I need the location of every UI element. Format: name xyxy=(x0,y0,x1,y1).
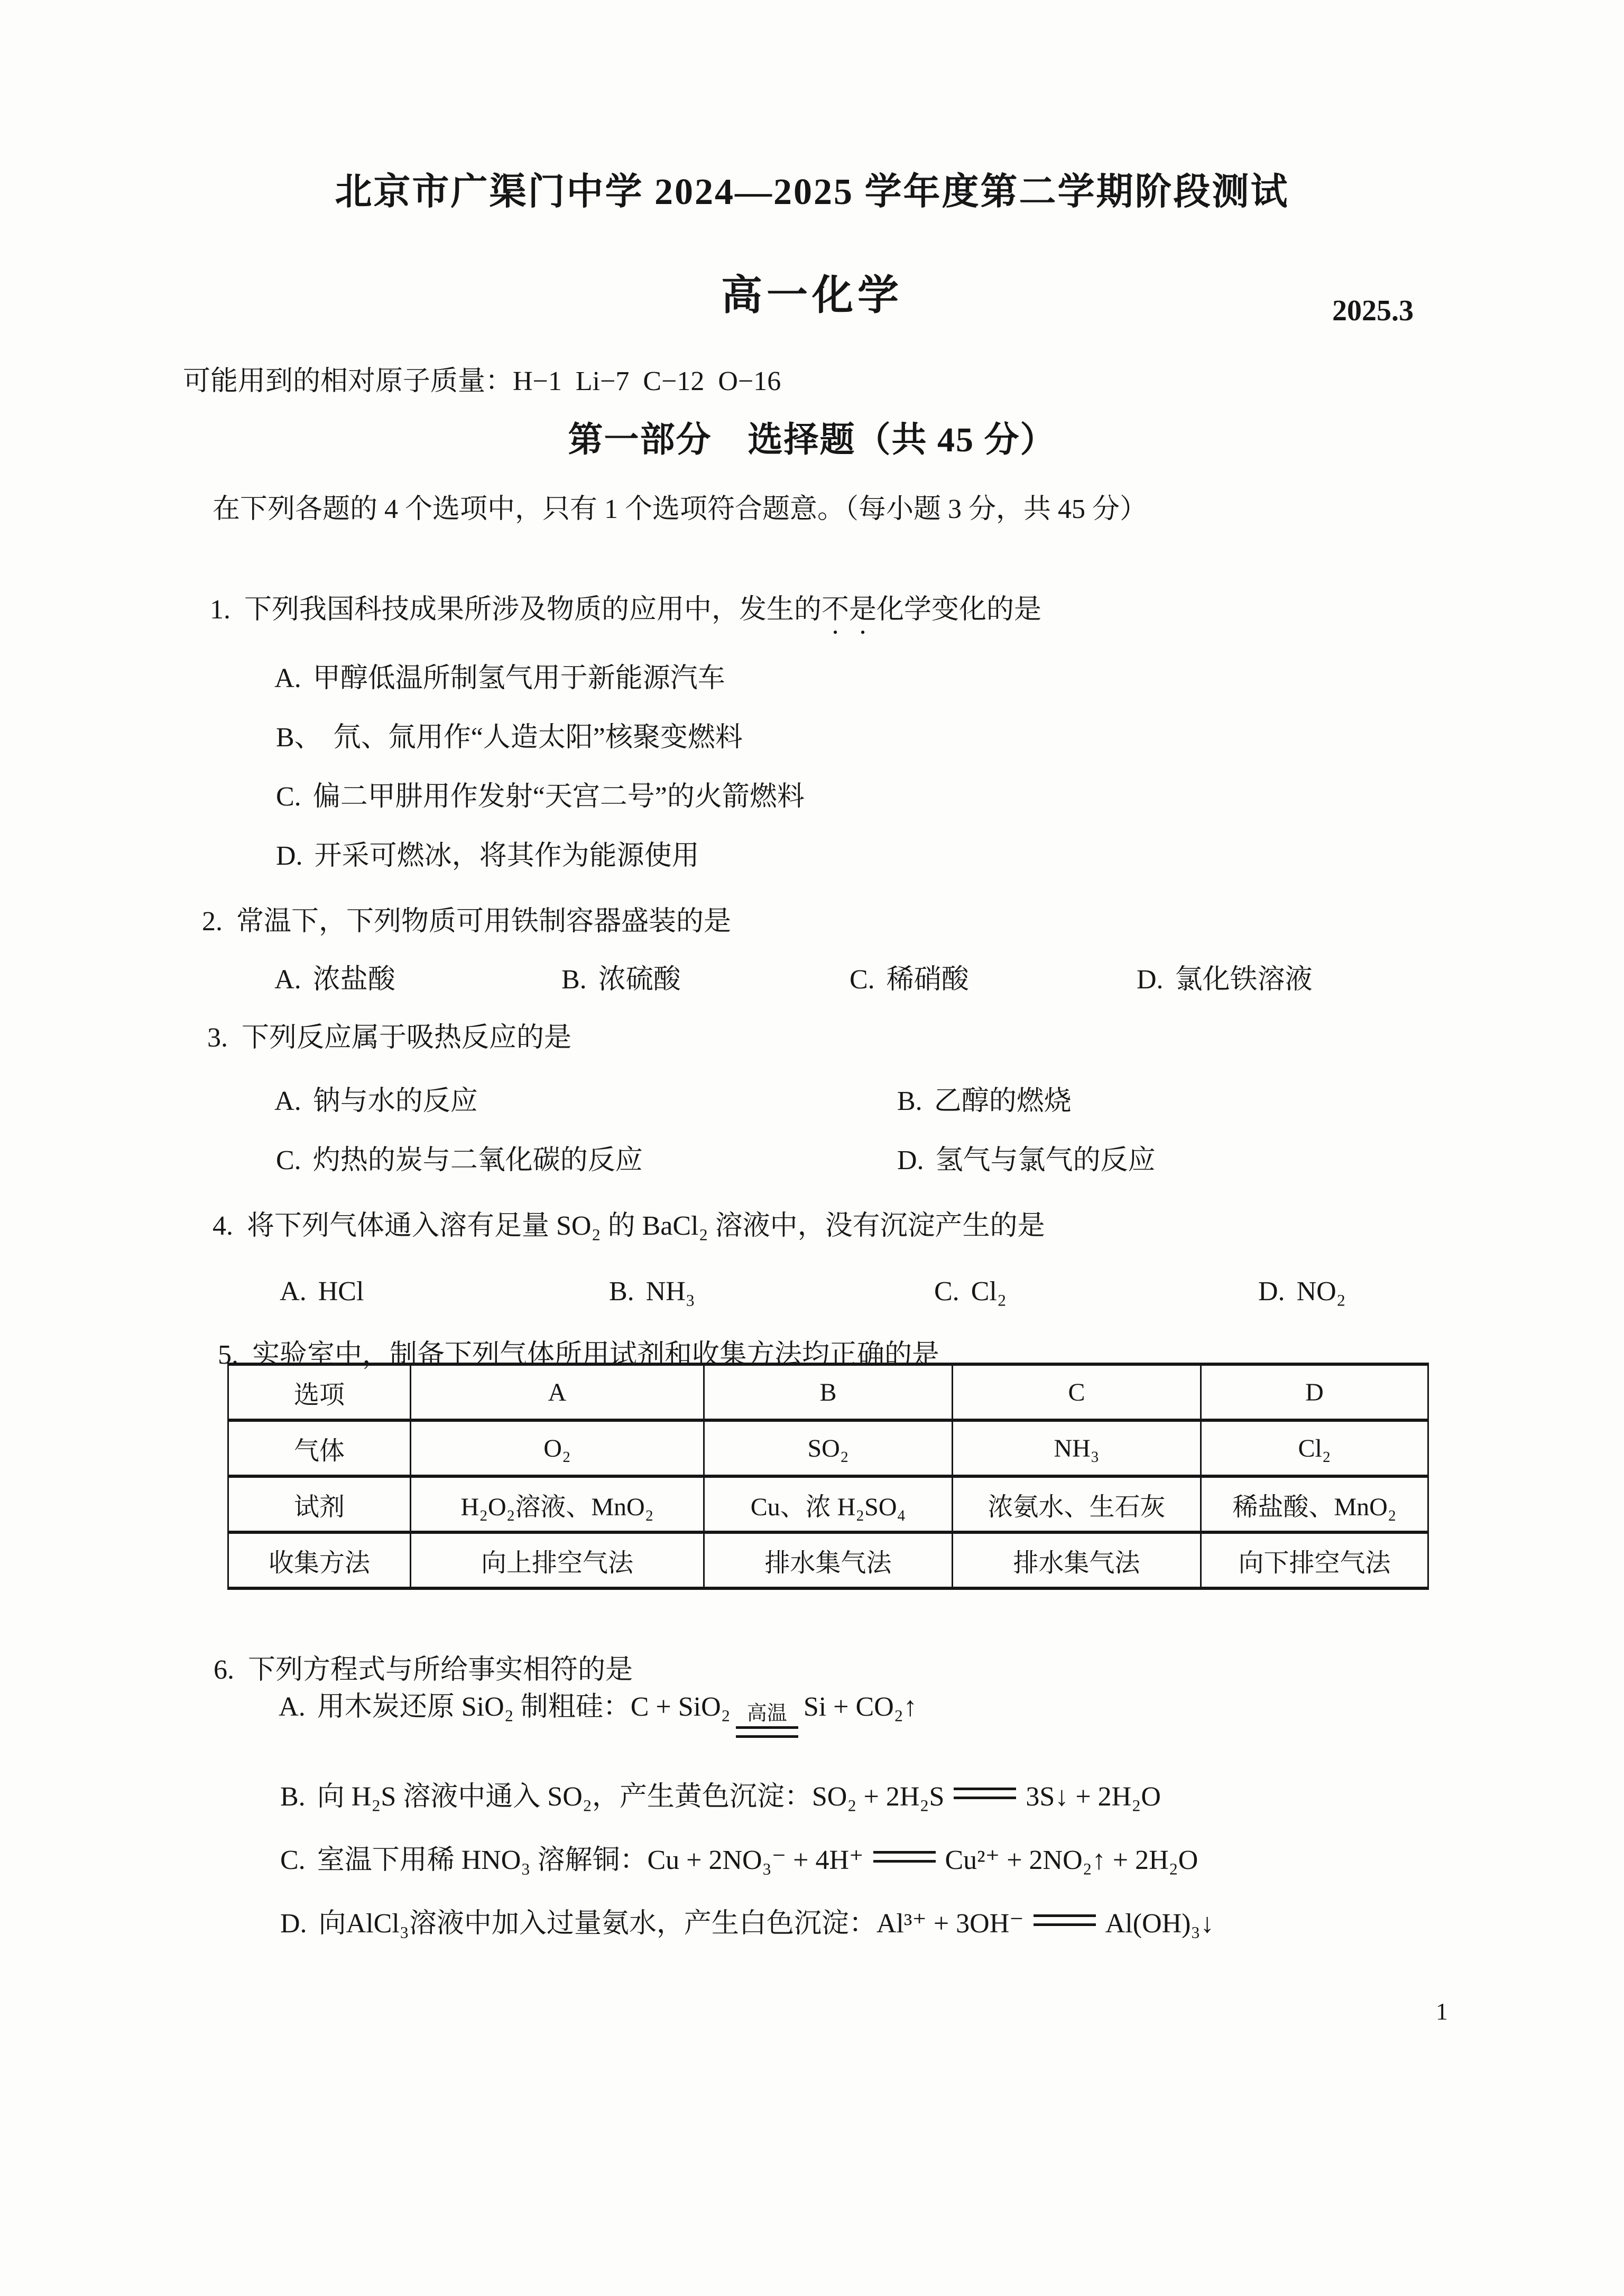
option-text: 乙醇的燃烧 xyxy=(934,1086,1072,1116)
table-cell: O₂ xyxy=(411,1420,704,1476)
table-cell: 向上排空气法 xyxy=(411,1532,704,1588)
option-label: B、 xyxy=(276,722,322,753)
option-text: 浓硫酸 xyxy=(598,964,681,995)
option-label: C. xyxy=(934,1276,959,1307)
table-cell: 稀盐酸、MnO₂ xyxy=(1201,1476,1428,1532)
question-5-table xyxy=(227,1363,1429,1590)
option-label: A. xyxy=(279,1691,306,1722)
question-3-number: 3. xyxy=(207,1022,228,1053)
option-text: 开采可燃冰，将其作为能源使用 xyxy=(314,840,699,871)
question-1-stem-pre: 下列我国科技成果所涉及物质的应用中，发生的 xyxy=(244,594,822,625)
option-text: 偏二甲肼用作发射“天宫二号”的火箭燃料 xyxy=(312,781,805,812)
option-label: D. xyxy=(1258,1276,1285,1307)
option-label: B. xyxy=(609,1276,634,1307)
option-label: A. xyxy=(274,1086,301,1116)
equation-left: 用木炭还原 SiO₂ 制粗硅：C + SiO₂ xyxy=(317,1691,731,1722)
table-row xyxy=(228,1420,1428,1476)
option-text: Cl₂ xyxy=(971,1276,1007,1307)
table-row-header: 试剂 xyxy=(228,1476,411,1532)
question-6-option-d xyxy=(253,1870,1214,1977)
table-cell: B xyxy=(704,1364,953,1420)
question-3-stem-text: 下列反应属于吸热反应的是 xyxy=(242,1022,572,1053)
option-label: C. xyxy=(276,1145,301,1175)
equation-left: 室温下用稀 HNO₃ 溶解铜：Cu + 2NO₃⁻ + 4H⁺ xyxy=(317,1845,864,1875)
table-cell: 浓氨水、生石灰 xyxy=(953,1476,1201,1532)
table-row-header: 收集方法 xyxy=(228,1532,411,1588)
option-text: 稀硝酸 xyxy=(886,964,969,995)
option-label: D. xyxy=(280,1908,307,1939)
question-6-number: 6. xyxy=(214,1654,234,1685)
equation-right: Al(OH)₃↓ xyxy=(1105,1908,1214,1939)
option-label: B. xyxy=(280,1781,306,1812)
table-cell: A xyxy=(411,1364,704,1420)
section-title: 第一部分 选择题（共 45 分） xyxy=(568,421,1056,459)
question-1-number: 1. xyxy=(210,594,230,625)
question-5-number: 5. xyxy=(218,1339,238,1370)
option-label: C. xyxy=(850,964,875,995)
double-equals-line xyxy=(1034,1914,1096,1926)
table-header-row xyxy=(228,1364,1428,1420)
option-text: 钠与水的反应 xyxy=(312,1086,478,1116)
table-cell: C xyxy=(953,1364,1201,1420)
option-text: 氘、氚用作“人造太阳”核聚变燃料 xyxy=(333,722,743,753)
table-cell: 向下排空气法 xyxy=(1201,1532,1428,1588)
table-cell: 选项 xyxy=(228,1364,411,1420)
exam-date: 2025.3 xyxy=(1332,294,1414,327)
option-text: 甲醇低温所制氢气用于新能源汽车 xyxy=(312,663,725,693)
option-label: B. xyxy=(897,1086,922,1116)
option-text: NO₂ xyxy=(1296,1276,1346,1307)
double-equals-line xyxy=(873,1851,936,1863)
question-4-option-d xyxy=(1231,1238,1346,1345)
reaction-condition-label: 高温 xyxy=(746,1702,787,1725)
equation-left: 向 H₂S 溶液中通入 SO₂，产生黄色沉淀：SO₂ + 2H₂S xyxy=(317,1781,945,1812)
question-2-option-c xyxy=(822,926,969,1033)
option-text: HCl xyxy=(318,1276,364,1307)
page-number: 1 xyxy=(1436,1998,1448,2025)
option-label: B. xyxy=(561,964,587,995)
question-2-option-d xyxy=(1109,926,1313,1033)
section-instruction: 在下列各题的 4 个选项中，只有 1 个选项符合题意。（每小题 3 分，共 45 分） xyxy=(213,494,1148,524)
option-text: 氯化铁溶液 xyxy=(1175,964,1313,995)
question-1-stem-post: 化学变化的是 xyxy=(876,594,1042,625)
table-row-header: 气体 xyxy=(228,1420,411,1476)
option-text: 浓盐酸 xyxy=(312,964,395,995)
option-label: C. xyxy=(276,781,301,812)
question-6-stem-text: 下列方程式与所给事实相符的是 xyxy=(248,1654,633,1685)
table-cell: Cu、浓 H₂SO₄ xyxy=(704,1476,953,1532)
equation-right: 3S↓ + 2H₂O xyxy=(1026,1781,1161,1812)
option-label: D. xyxy=(897,1145,924,1175)
equation-left: 向AlCl₃溶液中加入过量氨水，产生白色沉淀：Al³⁺ + 3OH⁻ xyxy=(318,1908,1024,1939)
table-cell: SO₂ xyxy=(704,1420,953,1476)
question-1-stem-emphasis: 不是 xyxy=(822,594,877,625)
table-cell: H₂O₂溶液、MnO₂ xyxy=(411,1476,704,1532)
table-row xyxy=(228,1476,1428,1532)
option-label: D. xyxy=(1137,964,1164,995)
table-row xyxy=(228,1532,1428,1588)
school-title: 北京市广渠门中学 2024—2025 学年度第二学期阶段测试 xyxy=(335,172,1289,212)
question-2-number: 2. xyxy=(202,906,223,937)
option-label: A. xyxy=(280,1276,307,1307)
double-equals-line xyxy=(954,1788,1016,1799)
option-text: 灼热的炭与二氧化碳的反应 xyxy=(312,1145,643,1175)
question-5-stem-text: 实验室中，制备下列气体所用试剂和收集方法均正确的是 xyxy=(252,1339,940,1370)
option-label: D. xyxy=(276,840,303,871)
table-cell: Cl₂ xyxy=(1201,1420,1428,1476)
table-cell: D xyxy=(1201,1364,1428,1420)
question-4-number: 4. xyxy=(213,1210,233,1241)
conditional-equals-sign xyxy=(736,1704,798,1738)
table-cell: 排水集气法 xyxy=(704,1532,953,1588)
equation-right: Si + CO₂↑ xyxy=(803,1691,917,1722)
atomic-mass-note: 可能用到的相对原子质量：H−1 Li−7 C−12 O−16 xyxy=(183,366,781,396)
table-cell: NH₃ xyxy=(953,1420,1201,1476)
option-text: 氢气与氯气的反应 xyxy=(935,1145,1156,1175)
option-label: A. xyxy=(274,663,301,693)
question-2-stem-text: 常温下，下列物质可用铁制容器盛装的是 xyxy=(236,906,732,937)
double-equals-line xyxy=(736,1726,798,1738)
question-4-stem-text: 将下列气体通入溶有足量 SO₂ 的 BaCl₂ 溶液中，没有沉淀产生的是 xyxy=(247,1210,1045,1241)
subject-title: 高一化学 xyxy=(721,272,903,318)
option-label: C. xyxy=(280,1845,306,1875)
table-cell: 排水集气法 xyxy=(953,1532,1201,1588)
option-text: NH₃ xyxy=(645,1276,695,1307)
option-label: A. xyxy=(274,964,301,995)
equation-right: Cu²⁺ + 2NO₂↑ + 2H₂O xyxy=(945,1845,1198,1875)
